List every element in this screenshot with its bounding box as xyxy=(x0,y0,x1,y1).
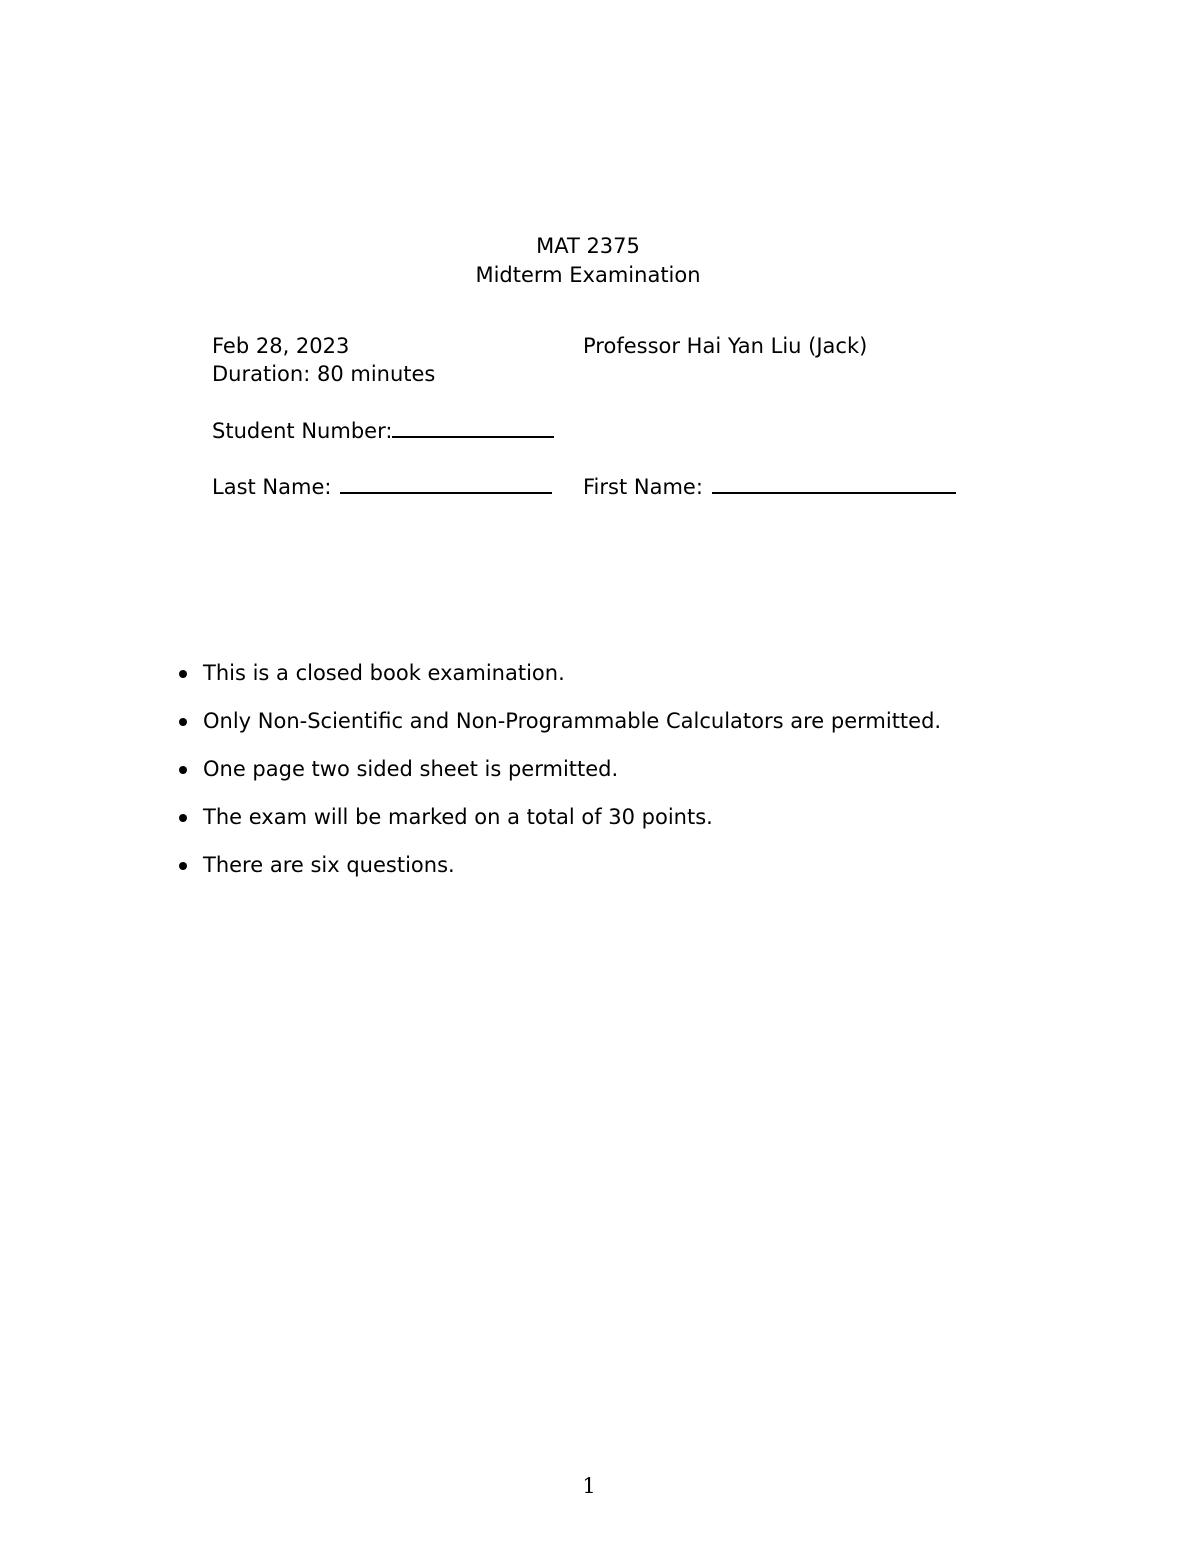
bullet-icon xyxy=(179,670,187,678)
instruction-item xyxy=(176,708,941,756)
instruction-text: This is a closed book examination. xyxy=(203,661,565,685)
student-number-field xyxy=(212,418,554,444)
last-name-label: Last Name: xyxy=(212,475,332,499)
last-name-field xyxy=(212,474,552,500)
bullet-icon xyxy=(179,862,187,870)
instruction-item xyxy=(176,852,941,900)
title-block xyxy=(0,232,1176,290)
bullet-icon xyxy=(179,718,187,726)
bullet-icon xyxy=(179,766,187,774)
instructions-list xyxy=(176,660,941,900)
instruction-text: There are six questions. xyxy=(203,853,455,877)
student-number-label: Student Number: xyxy=(212,419,393,443)
student-number-blank[interactable] xyxy=(392,420,554,438)
instruction-text: One page two sided sheet is permitted. xyxy=(203,757,619,781)
instruction-text: Only Non-Scientific and Non-Programmable Calculators are permitted. xyxy=(203,709,942,733)
instruction-item xyxy=(176,804,941,852)
professor-name: Professor Hai Yan Liu (Jack) xyxy=(583,334,868,358)
instruction-item xyxy=(176,660,941,708)
exam-duration: Duration: 80 minutes xyxy=(212,362,436,386)
exam-title: Midterm Examination xyxy=(475,263,701,287)
course-code: MAT 2375 xyxy=(536,234,640,258)
instruction-text: The exam will be marked on a total of 30 points. xyxy=(203,805,713,829)
first-name-blank[interactable] xyxy=(712,476,956,494)
instruction-item xyxy=(176,756,941,804)
bullet-icon xyxy=(179,814,187,822)
exam-date: Feb 28, 2023 xyxy=(212,334,350,358)
page-number: 1 xyxy=(582,1474,596,1498)
last-name-blank[interactable] xyxy=(340,476,552,494)
first-name-label: First Name: xyxy=(583,475,703,499)
first-name-field xyxy=(583,474,956,500)
